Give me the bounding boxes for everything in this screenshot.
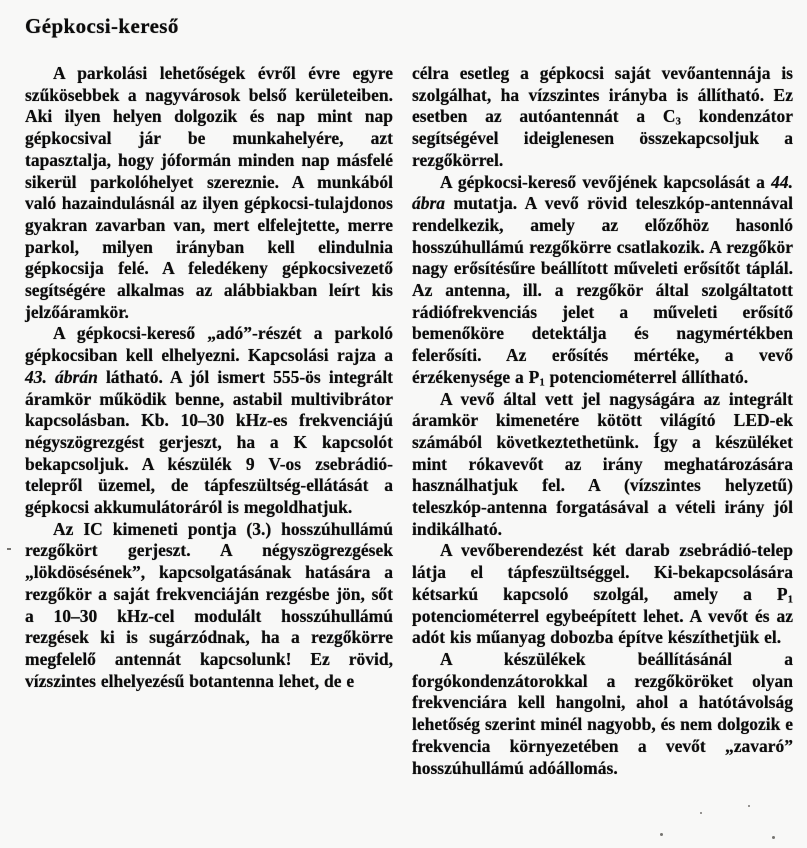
- scan-speckle: [772, 836, 775, 839]
- paragraph: [412, 649, 793, 779]
- paragraph: [25, 323, 393, 518]
- italic-text-segment: 43. ábrán: [25, 366, 98, 387]
- subscript-text-segment: 3: [675, 116, 681, 129]
- text-segment: potenciométerrel állítható.: [544, 366, 749, 387]
- text-segment: A gépkocsi-kereső „adó”-részét a parkoló gépkocsiban kell elhelyezni. Kapcsolási rajza a: [25, 323, 393, 366]
- text-segment: potenciométerrel egybeépített lehet. A vevőt és az adót kis műanyag dobozba építve készíthetjük el.: [412, 605, 793, 648]
- text-segment: célra esetleg a gépkocsi saját vevőantennája is szolgálhat, ha vízszintes irányba is állítható. Ez esetben az autóantennát a C: [412, 63, 793, 127]
- subscript-text-segment: 1: [539, 376, 545, 389]
- left-column: [25, 63, 393, 779]
- scan-speckle: [660, 833, 663, 836]
- paragraph: [412, 172, 793, 389]
- text-segment: kondenzátor segítségével ideiglenesen összekapcsoljuk a rezgőkörrel.: [412, 106, 794, 170]
- italic-text-segment: 44. ábra: [412, 171, 793, 214]
- text-segment: A vevőberendezést két darab zsebrádió-telep látja el tápfeszültséggel. Ki-bekapcsolására kétsarkú kapcsoló szolgál, amely a P: [412, 540, 793, 604]
- text-segment: A készülékek beállításánál a forgókondenzátorokkal a rezgőköröket olyan frekvenciára kell hangolni, ahol a hatótávolság lehetőség szerint minél nagyobb, és nem dolgozik e frekvencia környezetében a vevőt „zavaró” hosszúhullámú adóállomás.: [412, 648, 793, 778]
- text-segment: A parkolási lehetőségek évről évre egyre szűkösebbek a nagyvárosok belső kerületeiben. Aki ilyen helyen dolgozik és nap mint nap gépkocsival jár be munkahelyére, azt tapasztalja, hogy jóformán minden nap másfelé sikerül parkolóhelyet szereznie. A munkából való hazaindulásnál az ilyen gépkocsi-tulajdonos gyakran zavarban van, mert elfelejtette, merre parkol, milyen irányban kell elindulnia gépkocsija felé. A feledékeny gépkocsivezető segítségére alkalmas az alábbiakban leírt kis jelzőáramkör.: [25, 63, 393, 322]
- text-segment: A gépkocsi-kereső vevőjének kapcsolását a: [440, 171, 772, 192]
- page-title: Gépkocsi-kereső: [25, 14, 179, 38]
- subscript-text-segment: 1: [787, 593, 793, 606]
- scan-speckle: [7, 548, 11, 550]
- paragraph: [25, 519, 393, 693]
- scan-speckle: [700, 812, 702, 814]
- right-column: [412, 63, 793, 779]
- paragraph: [25, 63, 393, 323]
- paragraph: [412, 389, 793, 541]
- scan-speckle: [748, 805, 750, 807]
- text-segment: Az IC kimeneti pontja (3.) hosszúhullámú rezgőkört gerjeszt. A négyszögrezgések „lökdösésének”, kapcsolgatásának hatására a rezgőkör a saját frekvenciáján rezgésbe jön, sőt a 10–30 kHz-cel modulált hosszúhullámú rezgések ki is sugárzódnak, ha a rezgőkörre megfelelő antennát kapcsolunk! Ez rövid, vízszintes elhelyezésű botantenna lehet, de e: [25, 518, 393, 691]
- text-segment: A vevő által vett jel nagyságára az integrált áramkör kimenetére kötött világító LED-ek számából következtethetünk. Így a készüléket mint rókavevőt az irány meghatározására használhatjuk fel. A (vízszintes helyzetű) teleszkóp-antenna forgatásával a vételi irány jól indikálható.: [412, 388, 793, 539]
- paragraph: [412, 540, 793, 649]
- text-segment: látható. A jól ismert 555-ös integrált áramkör működik benne, astabil multivibrátor kapcsolásban. Kb. 10–30 kHz-es frekvenciájú négyszögrezgést gerjeszt, ha a K kapcsolót bekapcsoljuk. A készülék 9 V-os zsebrádió-telepről üzemel, de tápfeszültség-ellátását a gépkocsi akkumulátoráról is megoldhatjuk.: [25, 366, 394, 518]
- text-segment: mutatja. A vevő rövid teleszkóp-antennával rendelkezik, amely az előzőhöz hasonló hosszúhullámú rezgőkörre csatlakozik. A rezgőkör nagy erősítésűre beállított műveleti erősítőt táplál. Az antenna, ill. a rezgőkör által szolgáltatott rádiófrekvenciás jelet a műveleti erősítő bemenőköre detektálja és nagymértékben felerősíti. Az erősítés mértéke, a vevő érzékenysége a P: [412, 193, 793, 387]
- paragraph: [412, 63, 793, 172]
- columns-container: [25, 63, 792, 779]
